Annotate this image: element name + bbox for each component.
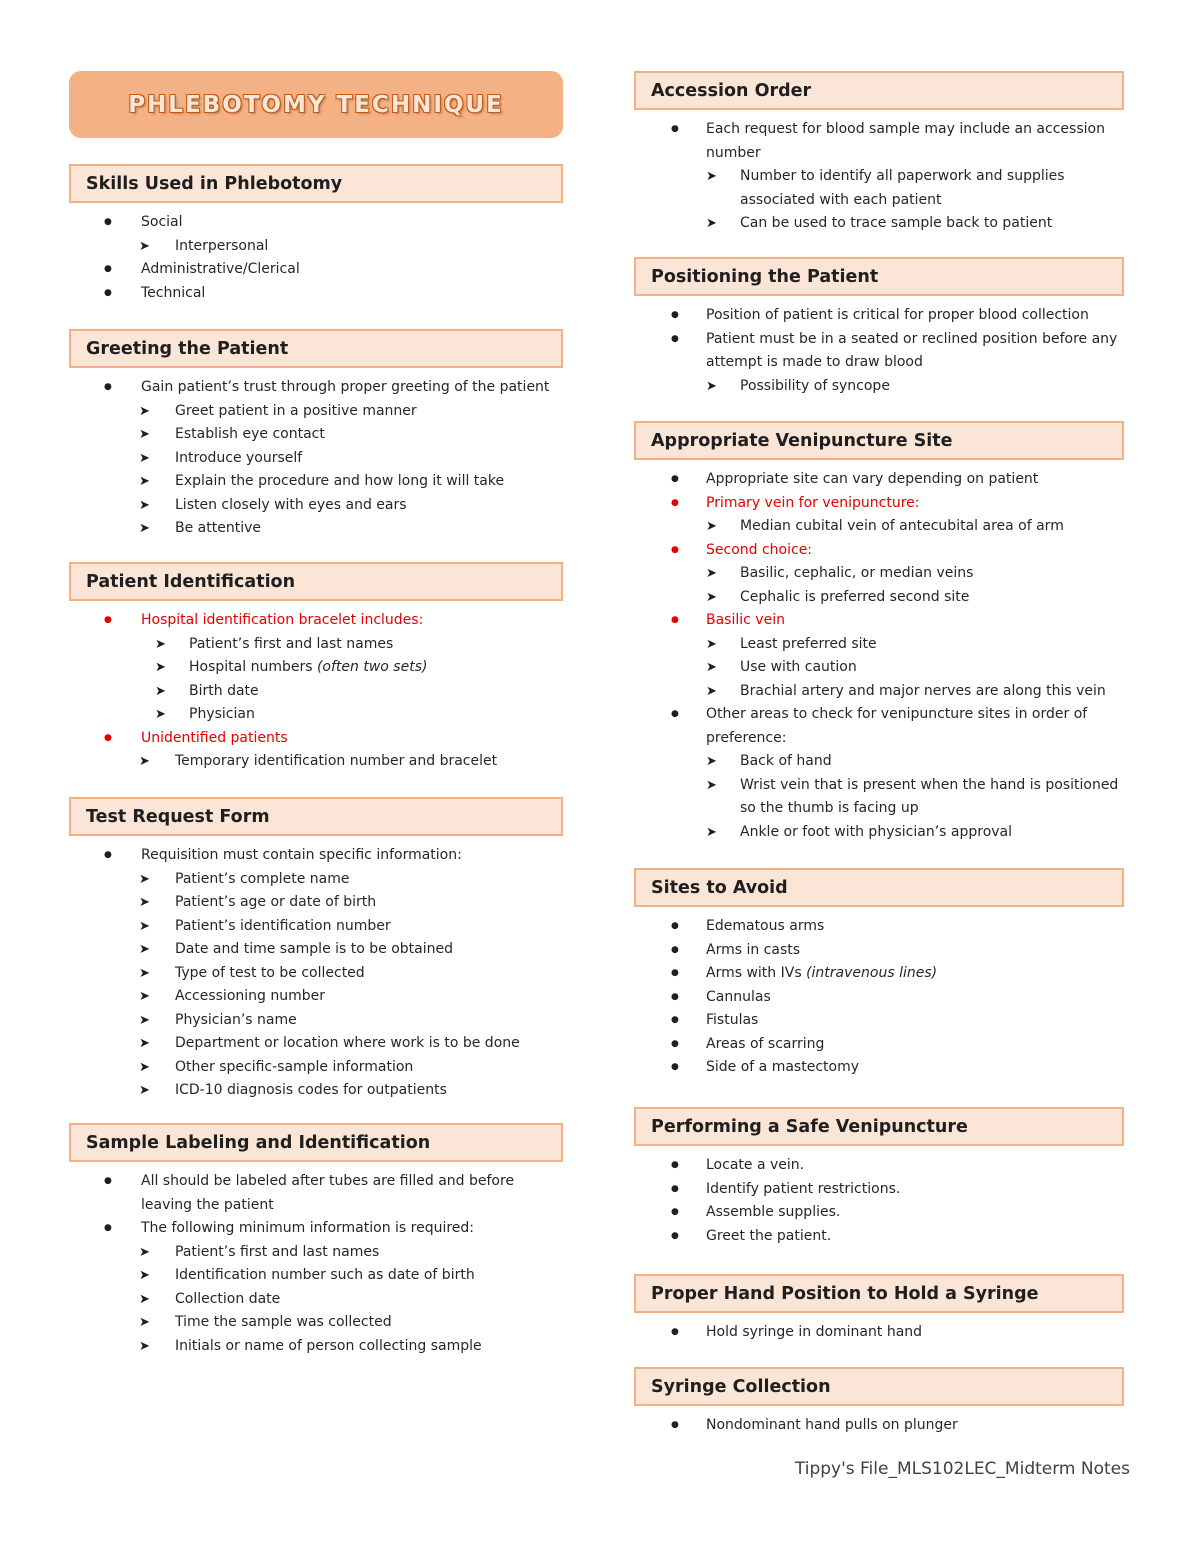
item-text: Arms with IVs [706, 965, 802, 981]
sub-bullet-item [634, 680, 1124, 704]
item-text: Birth date [189, 682, 259, 699]
bullet-list [69, 601, 563, 774]
sub-bullet-item [69, 938, 563, 962]
section-positioning [634, 257, 1124, 398]
sub-bullet-item [634, 375, 1124, 399]
sub-bullet-item [69, 1241, 563, 1265]
item-text: Each request for blood sample may include an accession number [706, 121, 1105, 161]
item-text: Primary vein for venipuncture: [706, 494, 920, 511]
sub-bullet-item [634, 821, 1124, 845]
sub-bullet-item [69, 1032, 563, 1056]
bullet-item [634, 703, 1124, 750]
item-text: Hospital numbers [189, 659, 313, 675]
section-heading: Test Request Form [69, 797, 563, 836]
bullet-item [69, 1170, 563, 1217]
bullet-item [634, 986, 1124, 1010]
right-column [632, 0, 1128, 1553]
item-text: Patient’s age or date of birth [175, 894, 377, 910]
section-sample-labeling [69, 1123, 563, 1358]
sub-bullet-item [634, 633, 1124, 657]
bullet-item [634, 328, 1124, 375]
bullet-item [69, 609, 563, 633]
sub-bullet-item [69, 750, 563, 774]
sub-bullet-item [69, 891, 563, 915]
item-italic-note: (intravenous lines) [801, 965, 938, 981]
bullet-list [634, 907, 1124, 1080]
item-text: Time the sample was collected [175, 1314, 392, 1330]
item-text: All should be labeled after tubes are filled and before leaving the patient [141, 1173, 515, 1213]
sub-bullet-item [69, 235, 563, 259]
item-text: Brachial artery and major nerves are along this vein [740, 682, 1106, 699]
sub-bullet-item [69, 517, 563, 541]
sub-bullet-item [69, 1288, 563, 1312]
sub-bullet-item [69, 1311, 563, 1335]
section-sites-to-avoid [634, 868, 1124, 1080]
bullet-item [69, 1217, 563, 1241]
section-greeting [69, 329, 563, 541]
item-text: Gain patient’s trust through proper greeting of the patient [141, 379, 550, 395]
bullet-item [634, 1414, 1124, 1438]
item-text: Department or location where work is to be done [175, 1035, 520, 1051]
item-text: Accessioning number [175, 988, 325, 1004]
item-text: Identify patient restrictions. [706, 1180, 901, 1197]
bullet-item [634, 609, 1124, 633]
bullet-item [634, 304, 1124, 328]
bullet-item [69, 727, 563, 751]
item-text: Temporary identification number and bracelet [175, 753, 498, 769]
item-text: Use with caution [740, 659, 857, 675]
sub-bullet-item [69, 703, 563, 727]
section-heading: Accession Order [634, 71, 1124, 110]
bullet-item [69, 844, 563, 868]
item-text: Patient’s first and last names [189, 635, 394, 652]
sub-bullet-item [69, 633, 563, 657]
section-safe-venipuncture [634, 1107, 1124, 1248]
bullet-item [69, 376, 563, 400]
sub-bullet-item [69, 447, 563, 471]
item-text: Physician’s name [175, 1011, 297, 1028]
section-heading: Positioning the Patient [634, 257, 1124, 296]
sub-bullet-item [69, 494, 563, 518]
item-text: Locate a vein. [706, 1157, 805, 1173]
bullet-list [634, 296, 1124, 398]
item-text: Side of a mastectomy [706, 1059, 859, 1075]
section-heading: Syringe Collection [634, 1367, 1124, 1406]
section-heading: Appropriate Venipuncture Site [634, 421, 1124, 460]
item-text: Collection date [175, 1290, 281, 1307]
sub-bullet-item [69, 1264, 563, 1288]
sub-bullet-item [69, 962, 563, 986]
item-text: Arms in casts [706, 941, 801, 958]
section-test-request-form [69, 797, 563, 1103]
bullet-item [634, 1178, 1124, 1202]
section-accession-order [634, 71, 1124, 236]
item-text: Requisition must contain specific information: [141, 847, 462, 863]
bullet-item [634, 468, 1124, 492]
item-text: Hold syringe in dominant hand [706, 1324, 923, 1340]
sub-bullet-item [69, 1079, 563, 1103]
section-heading: Sites to Avoid [634, 868, 1124, 907]
sub-bullet-item [69, 400, 563, 424]
bullet-item [69, 282, 563, 306]
sub-bullet-item [634, 212, 1124, 236]
item-text: Least preferred site [740, 635, 877, 652]
bullet-item [634, 1056, 1124, 1080]
section-heading: Performing a Safe Venipuncture [634, 1107, 1124, 1146]
item-text: Interpersonal [175, 237, 269, 254]
bullet-item [634, 1154, 1124, 1178]
item-text: Appropriate site can vary depending on patient [706, 471, 1039, 487]
item-text: Number to identify all paperwork and supplies associated with each patient [740, 168, 1065, 208]
sub-bullet-item [634, 562, 1124, 586]
item-text: Patient’s complete name [175, 870, 350, 887]
page-title: PHLEBOTOMY TECHNIQUE [128, 91, 504, 118]
bullet-list [634, 1313, 1124, 1345]
section-patient-identification [69, 562, 563, 774]
item-text: Patient must be in a seated or reclined position before any attempt is made to draw blood [706, 330, 1118, 370]
section-heading: Skills Used in Phlebotomy [69, 164, 563, 203]
section-syringe-collection [634, 1367, 1124, 1438]
item-text: Possibility of syncope [740, 377, 890, 394]
item-text: Greet patient in a positive manner [175, 402, 417, 419]
bullet-item [634, 1009, 1124, 1033]
sub-bullet-item [69, 1335, 563, 1359]
item-text: Edematous arms [706, 918, 825, 934]
item-text: Type of test to be collected [175, 964, 365, 981]
item-text: Fistulas [706, 1012, 759, 1028]
bullet-item [634, 539, 1124, 563]
item-text: Second choice: [706, 541, 813, 558]
bullet-list [69, 203, 563, 305]
bullet-list [69, 368, 563, 541]
sub-bullet-item [69, 868, 563, 892]
item-text: Back of hand [740, 753, 832, 769]
item-text: Wrist vein that is present when the hand is positioned so the thumb is facing up [740, 776, 1119, 816]
sub-bullet-item [69, 1056, 563, 1080]
item-text: Listen closely with eyes and ears [175, 496, 407, 513]
sub-bullet-item [634, 656, 1124, 680]
sub-bullet-item [69, 470, 563, 494]
bullet-list [634, 110, 1124, 236]
bullet-list [634, 460, 1124, 844]
sub-bullet-item [69, 1009, 563, 1033]
item-text: Social [141, 214, 183, 230]
item-text: Other areas to check for venipuncture sites in order of preference: [706, 706, 1088, 746]
sub-bullet-item [69, 680, 563, 704]
section-venipuncture-site [634, 421, 1124, 844]
item-text: Explain the procedure and how long it will take [175, 473, 505, 489]
sub-bullet-item [69, 915, 563, 939]
sub-bullet-item [69, 656, 563, 680]
sub-bullet-item [634, 165, 1124, 212]
bullet-item [634, 939, 1124, 963]
item-text: Unidentified patients [141, 729, 288, 746]
item-text: Cephalic is preferred second site [740, 588, 970, 605]
section-heading: Sample Labeling and Identification [69, 1123, 563, 1162]
item-text: Patient’s identification number [175, 917, 391, 934]
item-text: Assemble supplies. [706, 1204, 841, 1220]
item-text: Cannulas [706, 988, 771, 1005]
bullet-item [634, 962, 1124, 986]
bullet-item [634, 1321, 1124, 1345]
item-text: Median cubital vein of antecubital area of arm [740, 518, 1064, 534]
bullet-item [69, 211, 563, 235]
sub-bullet-item [634, 586, 1124, 610]
item-text: Physician [189, 706, 255, 722]
bullet-list [634, 1146, 1124, 1248]
sub-bullet-item [634, 774, 1124, 821]
bullet-item [634, 492, 1124, 516]
sub-bullet-item [69, 423, 563, 447]
item-text: Areas of scarring [706, 1035, 825, 1052]
item-text: Establish eye contact [175, 426, 325, 442]
sub-bullet-item [69, 985, 563, 1009]
item-text: Be attentive [175, 520, 261, 536]
item-text: Date and time sample is to be obtained [175, 941, 454, 957]
bullet-item [634, 1033, 1124, 1057]
sub-bullet-item [634, 515, 1124, 539]
section-heading: Greeting the Patient [69, 329, 563, 368]
bullet-item [634, 118, 1124, 165]
title-banner [69, 71, 563, 138]
item-italic-note: (often two sets) [312, 659, 428, 675]
bullet-item [634, 915, 1124, 939]
item-text: Hospital identification bracelet includes: [141, 612, 424, 628]
section-heading: Proper Hand Position to Hold a Syringe [634, 1274, 1124, 1313]
item-text: Identification number such as date of birth [175, 1267, 475, 1283]
bullet-list [69, 1162, 563, 1358]
item-text: Patient’s first and last names [175, 1243, 380, 1260]
sub-bullet-item [634, 750, 1124, 774]
item-text: Introduce yourself [175, 449, 303, 466]
bullet-item [69, 258, 563, 282]
bullet-list [69, 836, 563, 1103]
item-text: Can be used to trace sample back to patient [740, 215, 1053, 231]
item-text: Initials or name of person collecting sample [175, 1337, 482, 1354]
footer-note: Tippy's File_MLS102LEC_Midterm Notes [794, 1459, 1130, 1479]
item-text: Basilic, cephalic, or median veins [740, 565, 974, 581]
item-text: Other specific-sample information [175, 1058, 414, 1075]
section-hand-position [634, 1274, 1124, 1345]
section-skills [69, 164, 563, 305]
left-column [66, 0, 576, 1553]
bullet-item [634, 1225, 1124, 1249]
item-text: Greet the patient. [706, 1227, 832, 1244]
item-text: ICD-10 diagnosis codes for outpatients [175, 1082, 447, 1098]
item-text: Nondominant hand pulls on plunger [706, 1417, 958, 1433]
item-text: Administrative/Clerical [141, 261, 300, 277]
bullet-list [634, 1406, 1124, 1438]
section-heading: Patient Identification [69, 562, 563, 601]
item-text: Basilic vein [706, 612, 785, 628]
item-text: The following minimum information is required: [141, 1220, 475, 1236]
item-text: Position of patient is critical for proper blood collection [706, 307, 1089, 323]
bullet-item [634, 1201, 1124, 1225]
item-text: Technical [141, 284, 206, 301]
item-text: Ankle or foot with physician’s approval [740, 823, 1013, 840]
